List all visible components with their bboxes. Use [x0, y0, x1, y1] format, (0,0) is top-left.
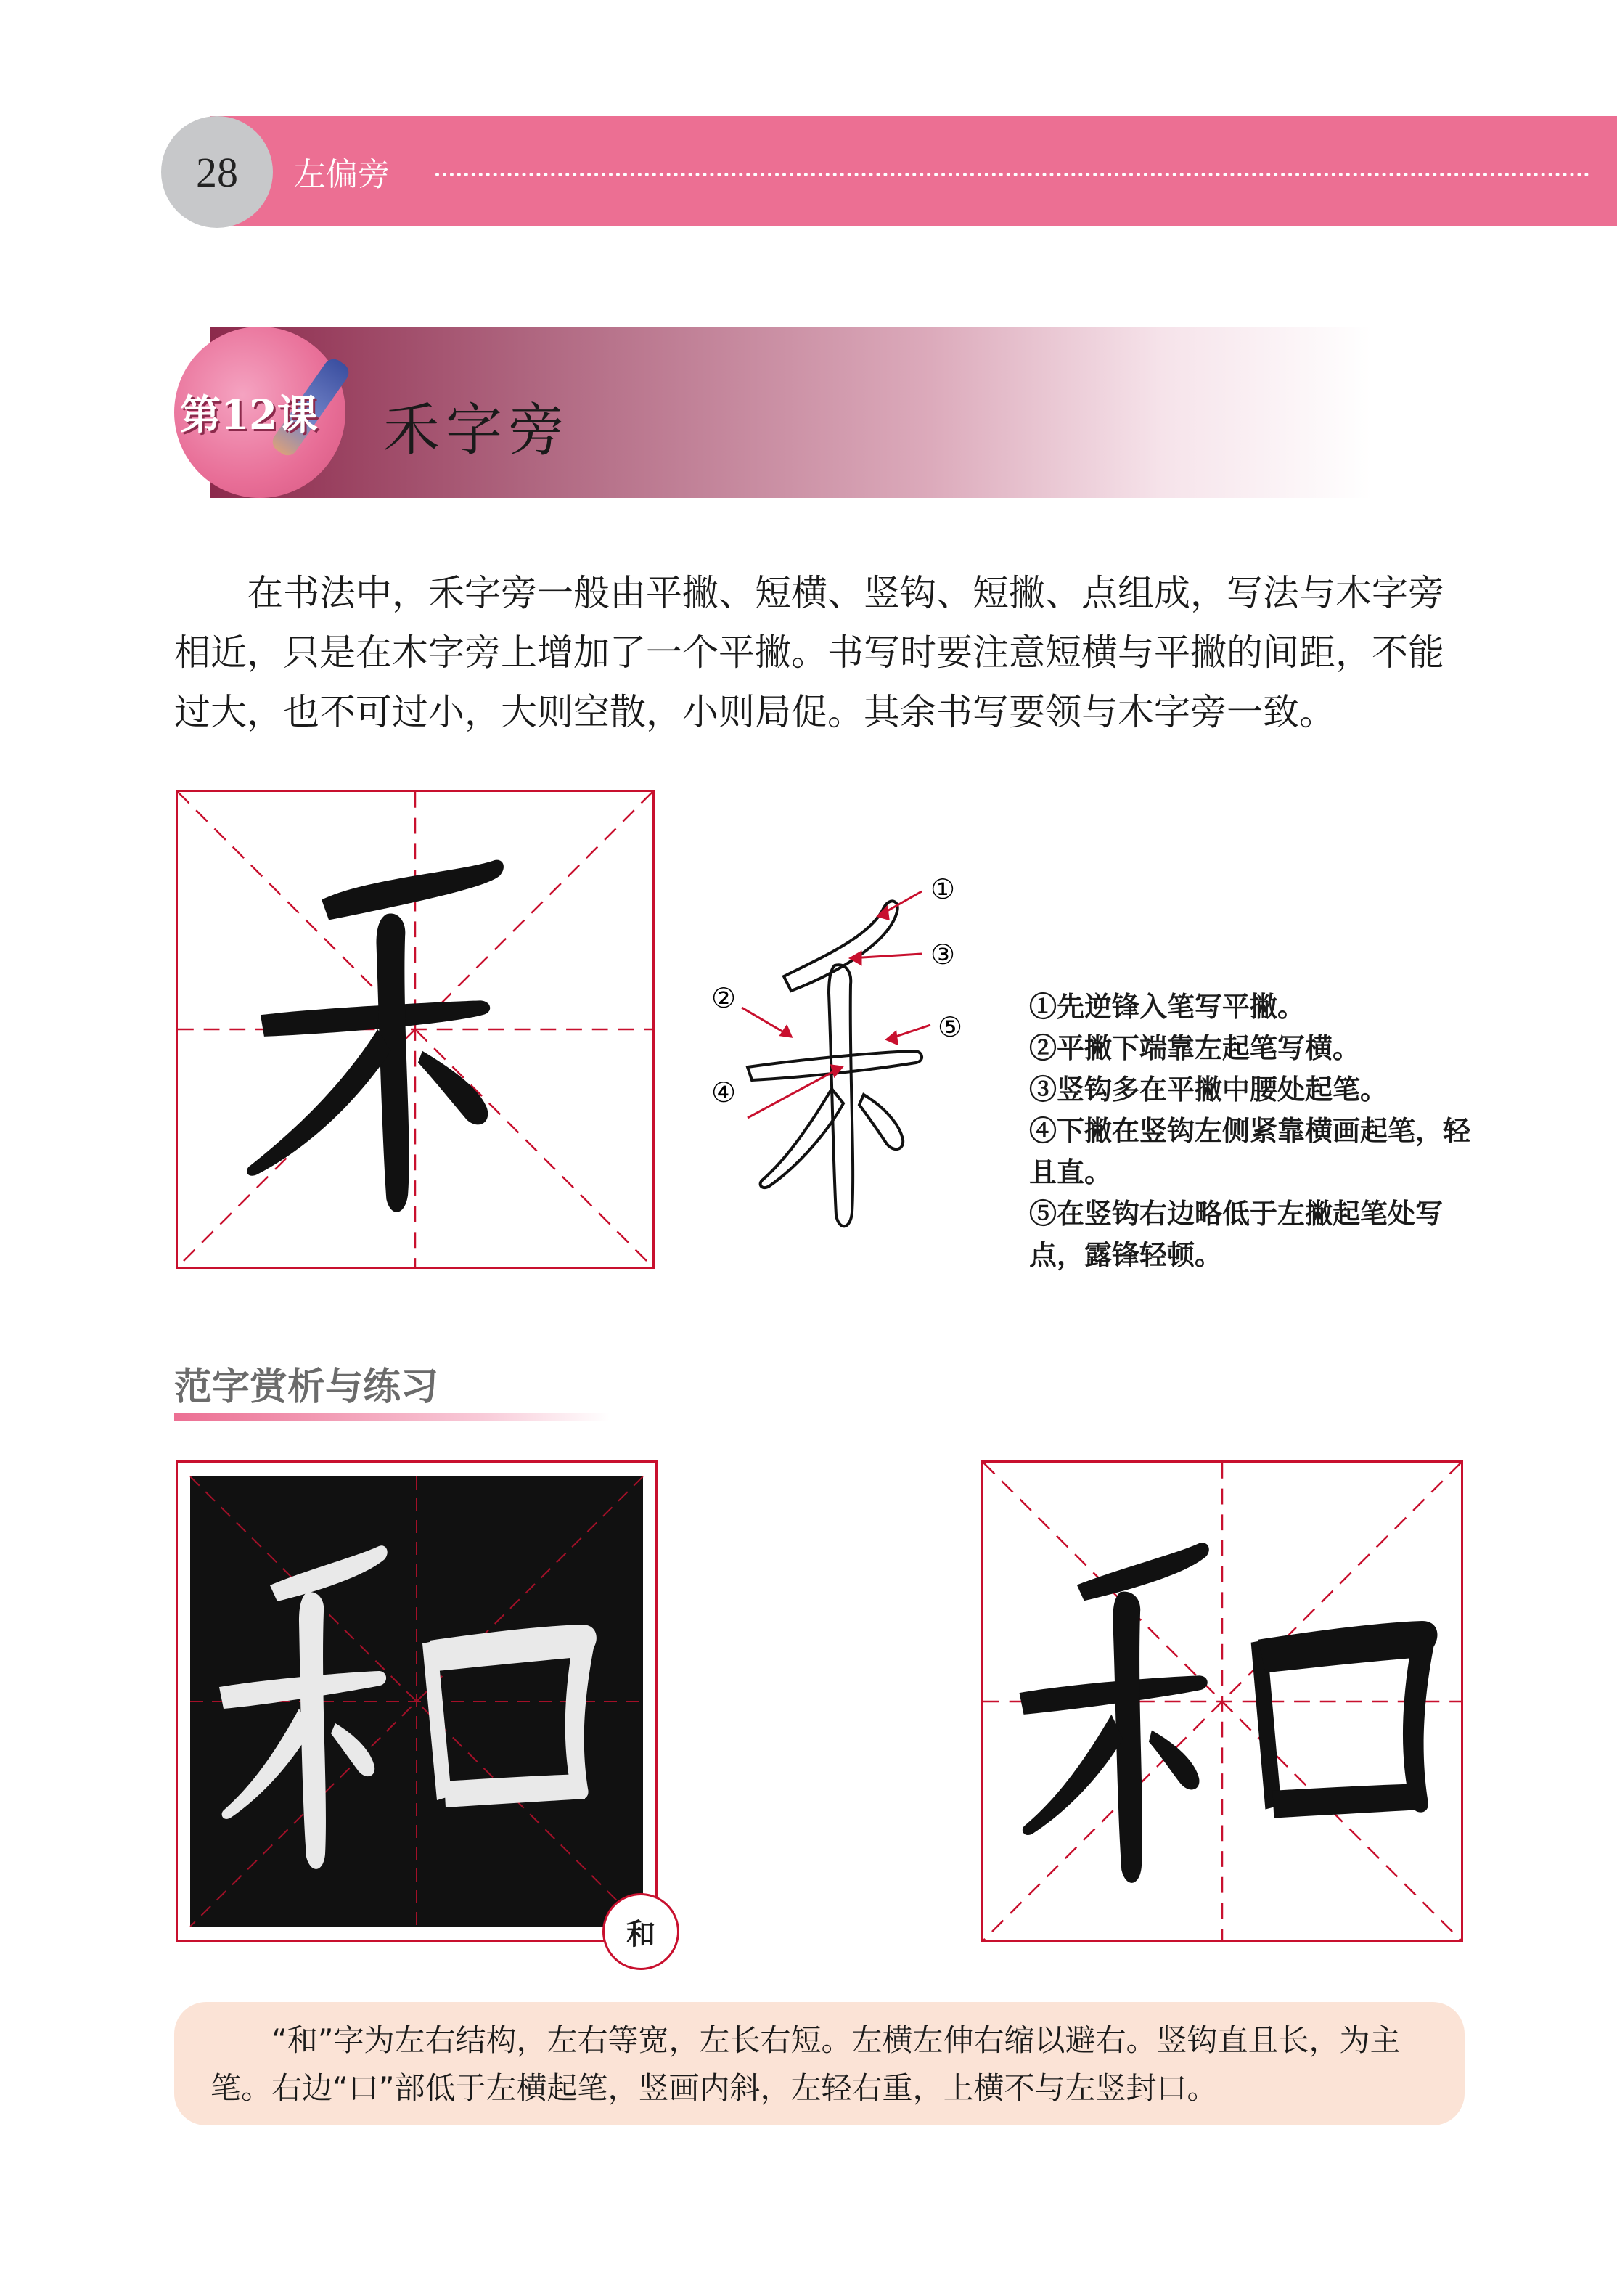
stroke-order-diagram [711, 849, 973, 1256]
step-item: ⑤在竖钩右边略低于左撇起笔处写点，露锋轻顿。 [1029, 1197, 1444, 1271]
rubbing-label: 和 [602, 1893, 679, 1970]
grid-guides [983, 1463, 1461, 1940]
stroke-marker: ② [711, 982, 737, 1014]
step-item: ②平撇下端靠左起笔写横。 [1029, 1031, 1361, 1064]
practice-grid-he-example [981, 1460, 1463, 1942]
step-item: ①先逆锋入笔写平撇。 [1029, 990, 1306, 1023]
intro-paragraph: 在书法中，禾字旁一般由平撇、短横、竖钩、短撇、点组成，写法与木字旁相近，只是在木字旁上增加了一个平撇。书写时要注意短横与平撇的间距，不能过大，也不可过小，大则空散，小则局促。其余书写要领与木字旁一致。 [174, 572, 1444, 733]
stroke-marker: ① [930, 873, 956, 905]
examples-heading: 范字赏析与练习 [174, 1365, 439, 1409]
heading-underline [174, 1413, 610, 1421]
lesson-title: 禾字旁 [383, 398, 571, 463]
stroke-marker: ⑤ [938, 1011, 963, 1043]
stroke-marker: ④ [711, 1076, 737, 1108]
stroke-marker: ③ [930, 939, 956, 971]
step-item: ③竖钩多在平撇中腰处起笔。 [1029, 1073, 1388, 1106]
step-item: ④下撇在竖钩左侧紧靠横画起笔，轻且直。 [1029, 1114, 1471, 1188]
header-band [210, 116, 1617, 226]
analysis-note-text: “和”字为左右结构，左右等宽，左长右短。左横左伸右缩以避右。竖钩直且长，为主笔。右边“口”部低于左横起笔，竖画内斜，左轻右重，上横不与左竖封口。 [210, 2022, 1401, 2106]
grid-guides [178, 792, 652, 1267]
stroke-steps-list [1029, 986, 1479, 1275]
page-number: 28 [161, 116, 273, 228]
header-dotted-rule [435, 173, 1589, 176]
lesson-number: 第12课 [180, 391, 318, 439]
practice-grid-he [176, 790, 655, 1269]
calligraphy-he-example-glyph [1020, 1543, 1438, 1883]
section-label: 左偏旁 [294, 156, 390, 193]
rubbing-he-glyph [219, 1545, 597, 1869]
rubbing-image [190, 1476, 643, 1927]
